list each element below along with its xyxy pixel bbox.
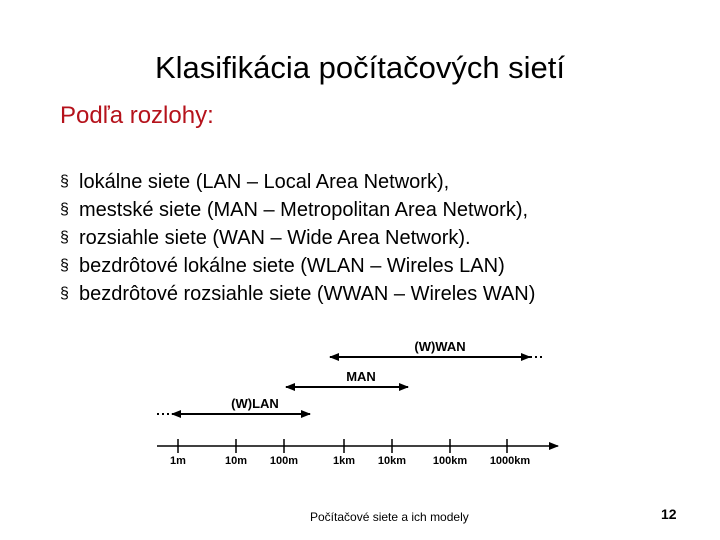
bullet-marker: § [60,229,69,246]
page-number: 12 [661,506,677,522]
distance-scale-axis [157,439,558,467]
man-range-label: MAN [346,369,376,384]
bullet-text: mestské siete (MAN – Metropolitan Area Network), [79,199,529,221]
footer-text: Počítačové siete a ich modely [310,510,469,524]
range-wwan [330,339,545,357]
slide-subtitle: Podľa rozlohy: [60,102,214,129]
bullet-text: bezdrôtové lokálne siete (WLAN – Wireles LAN) [79,255,505,277]
range-wlan [157,396,310,414]
bullet-text: rozsiahle siete (WAN – Wide Area Network). [79,227,471,249]
bullet-text: lokálne siete (LAN – Local Area Network), [79,171,450,193]
wlan-range-label: (W)LAN [231,396,279,411]
scale-tick-label: 10m [224,455,248,467]
bullet-marker: § [60,173,69,190]
scale-tick-label: 100km [432,455,468,467]
slide-title: Klasifikácia počítačových sietí [154,50,566,85]
bullet-marker: § [60,201,69,218]
range-man [286,369,408,387]
scale-tick-label: 1m [170,455,186,467]
wwan-range-label: (W)WAN [414,339,466,354]
scale-tick-label: 1000km [489,455,531,467]
scale-tick-label: 10km [377,455,407,467]
bullet-text: bezdrôtové rozsiahle siete (WWAN – Wireles WAN) [79,283,536,305]
bullet-marker: § [60,257,69,274]
scale-tick-label: 100m [269,455,299,467]
scale-tick-label: 1km [332,455,356,467]
bullet-marker: § [60,285,69,302]
